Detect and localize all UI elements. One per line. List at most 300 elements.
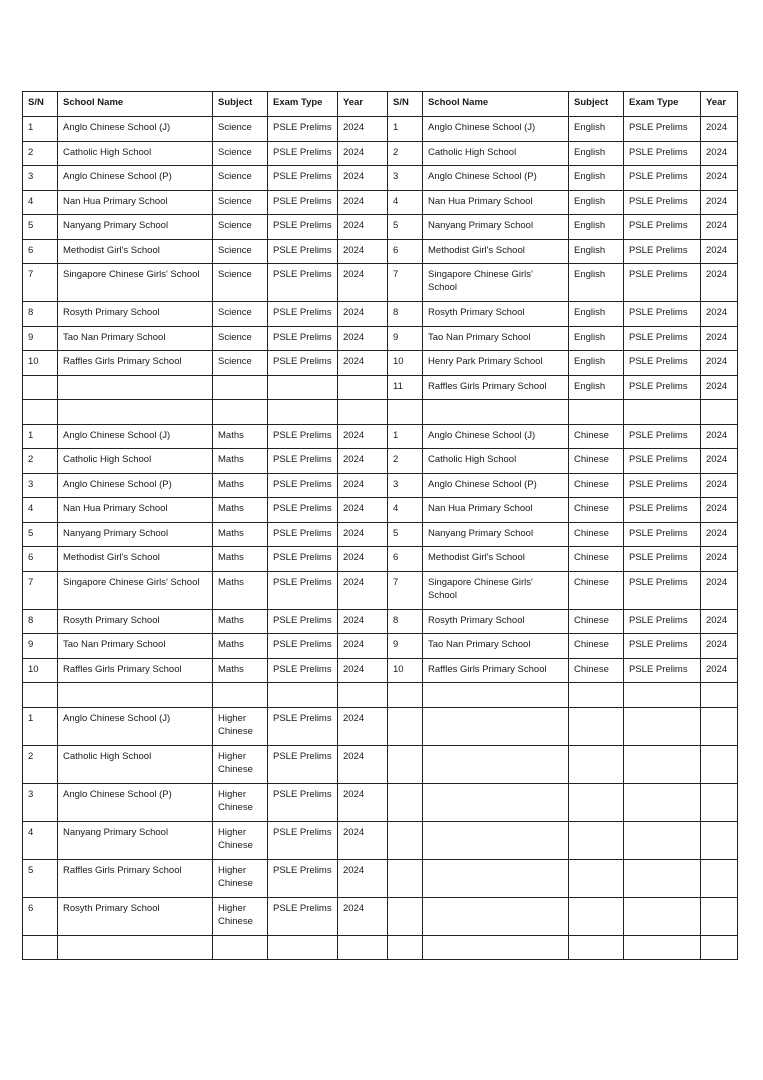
table-cell: 10 bbox=[23, 658, 58, 683]
table-cell: PSLE Prelims bbox=[624, 302, 701, 327]
table-cell: PSLE Prelims bbox=[268, 166, 338, 191]
column-header: School Name bbox=[58, 92, 213, 117]
table-cell: PSLE Prelims bbox=[624, 326, 701, 351]
table-cell: 8 bbox=[388, 609, 423, 634]
table-cell bbox=[58, 935, 213, 960]
table-cell: 2024 bbox=[338, 473, 388, 498]
table-row bbox=[23, 522, 738, 547]
table-cell: PSLE Prelims bbox=[624, 658, 701, 683]
table-cell: 4 bbox=[23, 190, 58, 215]
table-cell: PSLE Prelims bbox=[624, 609, 701, 634]
table-cell: Raffles Girls Primary School bbox=[423, 658, 569, 683]
table-cell: Raffles Girls Primary School bbox=[58, 658, 213, 683]
table-cell: 2024 bbox=[338, 424, 388, 449]
table-cell: English bbox=[569, 141, 624, 166]
table-cell: 2024 bbox=[338, 264, 388, 302]
table-cell bbox=[388, 745, 423, 783]
table-row bbox=[23, 859, 738, 897]
table-cell: 6 bbox=[23, 897, 58, 935]
table-cell: PSLE Prelims bbox=[268, 351, 338, 376]
table-cell: 3 bbox=[388, 473, 423, 498]
table-cell: 2 bbox=[23, 141, 58, 166]
table-cell bbox=[701, 783, 738, 821]
table-cell: Methodist Girl's School bbox=[58, 239, 213, 264]
table-cell: 2024 bbox=[338, 449, 388, 474]
table-row bbox=[23, 141, 738, 166]
table-cell: 8 bbox=[23, 609, 58, 634]
table-cell: Anglo Chinese School (J) bbox=[58, 424, 213, 449]
table-cell bbox=[423, 683, 569, 708]
table-cell: Maths bbox=[213, 634, 268, 659]
table-cell bbox=[388, 935, 423, 960]
table-cell: PSLE Prelims bbox=[624, 117, 701, 142]
column-header: Subject bbox=[213, 92, 268, 117]
table-cell: PSLE Prelims bbox=[624, 375, 701, 400]
table-cell: 2024 bbox=[338, 498, 388, 523]
table-cell bbox=[213, 400, 268, 425]
table-cell: 2024 bbox=[701, 302, 738, 327]
table-cell: 2024 bbox=[701, 609, 738, 634]
table-cell: Chinese bbox=[569, 424, 624, 449]
table-cell: PSLE Prelims bbox=[624, 522, 701, 547]
table-cell: 2024 bbox=[338, 547, 388, 572]
table-cell: PSLE Prelims bbox=[624, 215, 701, 240]
table-cell bbox=[213, 935, 268, 960]
table-cell bbox=[388, 897, 423, 935]
table-cell bbox=[624, 707, 701, 745]
table-cell: PSLE Prelims bbox=[268, 215, 338, 240]
table-cell: Science bbox=[213, 264, 268, 302]
table-cell: 2024 bbox=[338, 239, 388, 264]
table-cell: 9 bbox=[388, 326, 423, 351]
table-cell: 10 bbox=[388, 658, 423, 683]
column-header: Year bbox=[701, 92, 738, 117]
table-row bbox=[23, 571, 738, 609]
table-cell: Science bbox=[213, 141, 268, 166]
table-cell: Singapore Chinese Girls' School bbox=[58, 264, 213, 302]
table-cell bbox=[569, 821, 624, 859]
table-cell bbox=[569, 400, 624, 425]
table-cell: 2024 bbox=[338, 166, 388, 191]
table-body bbox=[23, 117, 738, 960]
table-cell: Nan Hua Primary School bbox=[58, 190, 213, 215]
table-cell bbox=[569, 683, 624, 708]
table-cell bbox=[569, 897, 624, 935]
table-cell bbox=[58, 683, 213, 708]
table-cell: Maths bbox=[213, 424, 268, 449]
table-cell: 2024 bbox=[701, 498, 738, 523]
table-cell: 7 bbox=[23, 571, 58, 609]
table-cell bbox=[23, 375, 58, 400]
table-cell bbox=[338, 683, 388, 708]
table-cell: PSLE Prelims bbox=[624, 498, 701, 523]
table-cell bbox=[388, 821, 423, 859]
table-cell: Anglo Chinese School (J) bbox=[423, 424, 569, 449]
table-cell: 2024 bbox=[338, 821, 388, 859]
table-cell: 2 bbox=[388, 141, 423, 166]
table-cell: Anglo Chinese School (P) bbox=[58, 473, 213, 498]
table-cell: 2024 bbox=[701, 473, 738, 498]
table-cell bbox=[388, 683, 423, 708]
table-cell: Rosyth Primary School bbox=[423, 302, 569, 327]
table-cell: 2024 bbox=[701, 326, 738, 351]
table-cell: Rosyth Primary School bbox=[58, 609, 213, 634]
table-cell bbox=[624, 683, 701, 708]
table-cell: Nanyang Primary School bbox=[423, 215, 569, 240]
table-cell: Tao Nan Primary School bbox=[423, 326, 569, 351]
table-cell: 1 bbox=[388, 117, 423, 142]
table-cell bbox=[388, 783, 423, 821]
table-cell: PSLE Prelims bbox=[268, 498, 338, 523]
table-cell bbox=[569, 859, 624, 897]
table-cell: Higher Chinese bbox=[213, 783, 268, 821]
table-cell: 2024 bbox=[701, 215, 738, 240]
table-cell: Anglo Chinese School (J) bbox=[58, 117, 213, 142]
table-cell: PSLE Prelims bbox=[624, 424, 701, 449]
table-row bbox=[23, 264, 738, 302]
table-cell: Rosyth Primary School bbox=[58, 302, 213, 327]
table-cell: Anglo Chinese School (P) bbox=[58, 783, 213, 821]
table-cell: PSLE Prelims bbox=[268, 707, 338, 745]
table-cell bbox=[701, 400, 738, 425]
table-cell: 5 bbox=[388, 522, 423, 547]
table-cell: Anglo Chinese School (P) bbox=[58, 166, 213, 191]
table-cell: PSLE Prelims bbox=[268, 302, 338, 327]
table-cell: 1 bbox=[388, 424, 423, 449]
table-cell: PSLE Prelims bbox=[268, 326, 338, 351]
table-cell: 2024 bbox=[338, 351, 388, 376]
table-cell: 2024 bbox=[701, 571, 738, 609]
table-cell: 3 bbox=[23, 783, 58, 821]
table-row bbox=[23, 302, 738, 327]
table-cell: Henry Park Primary School bbox=[423, 351, 569, 376]
table-cell: 2024 bbox=[338, 707, 388, 745]
table-cell: 9 bbox=[388, 634, 423, 659]
table-cell: 2024 bbox=[701, 117, 738, 142]
table-cell: 2024 bbox=[338, 190, 388, 215]
table-cell: Rosyth Primary School bbox=[423, 609, 569, 634]
table-row bbox=[23, 658, 738, 683]
table-cell: PSLE Prelims bbox=[268, 473, 338, 498]
table-cell: 2024 bbox=[701, 239, 738, 264]
table-row bbox=[23, 707, 738, 745]
table-cell: Nan Hua Primary School bbox=[423, 190, 569, 215]
table-cell: English bbox=[569, 326, 624, 351]
table-row bbox=[23, 449, 738, 474]
table-cell bbox=[624, 897, 701, 935]
table-cell: 7 bbox=[23, 264, 58, 302]
table-cell: Science bbox=[213, 326, 268, 351]
table-cell: PSLE Prelims bbox=[268, 547, 338, 572]
table-cell: 2024 bbox=[338, 571, 388, 609]
table-row bbox=[23, 117, 738, 142]
table-cell: Science bbox=[213, 190, 268, 215]
table-cell: English bbox=[569, 302, 624, 327]
table-cell: Nan Hua Primary School bbox=[58, 498, 213, 523]
table-row bbox=[23, 935, 738, 960]
table-cell: Raffles Girls Primary School bbox=[423, 375, 569, 400]
table-cell: Tao Nan Primary School bbox=[423, 634, 569, 659]
table-cell: PSLE Prelims bbox=[624, 239, 701, 264]
table-cell bbox=[624, 745, 701, 783]
table-row bbox=[23, 547, 738, 572]
table-cell bbox=[624, 783, 701, 821]
table-row bbox=[23, 683, 738, 708]
table-cell: Science bbox=[213, 239, 268, 264]
table-cell: 9 bbox=[23, 326, 58, 351]
table-cell: 2024 bbox=[338, 117, 388, 142]
table-cell bbox=[338, 400, 388, 425]
column-header: Exam Type bbox=[268, 92, 338, 117]
table-cell bbox=[423, 821, 569, 859]
table-cell bbox=[423, 859, 569, 897]
table-cell: PSLE Prelims bbox=[624, 351, 701, 376]
table-cell: Raffles Girls Primary School bbox=[58, 351, 213, 376]
table-cell: Methodist Girl's School bbox=[58, 547, 213, 572]
exam-results-table bbox=[22, 91, 738, 960]
table-cell: 5 bbox=[388, 215, 423, 240]
table-cell: Science bbox=[213, 215, 268, 240]
table-row bbox=[23, 424, 738, 449]
table-cell: 5 bbox=[23, 522, 58, 547]
table-cell: 2024 bbox=[701, 375, 738, 400]
table-cell: 6 bbox=[388, 239, 423, 264]
table-row bbox=[23, 473, 738, 498]
table-cell bbox=[388, 707, 423, 745]
table-cell: PSLE Prelims bbox=[268, 609, 338, 634]
table-cell: PSLE Prelims bbox=[624, 141, 701, 166]
table-cell bbox=[423, 745, 569, 783]
table-cell bbox=[23, 400, 58, 425]
table-cell bbox=[423, 707, 569, 745]
table-cell bbox=[213, 375, 268, 400]
table-cell bbox=[569, 745, 624, 783]
table-cell: PSLE Prelims bbox=[268, 449, 338, 474]
table-cell: Tao Nan Primary School bbox=[58, 634, 213, 659]
table-cell: Maths bbox=[213, 609, 268, 634]
table-cell: Catholic High School bbox=[58, 745, 213, 783]
table-cell: PSLE Prelims bbox=[624, 190, 701, 215]
table-cell bbox=[701, 683, 738, 708]
table-cell: PSLE Prelims bbox=[268, 190, 338, 215]
table-cell bbox=[569, 783, 624, 821]
table-cell bbox=[338, 375, 388, 400]
column-header: Subject bbox=[569, 92, 624, 117]
table-cell: 2024 bbox=[338, 745, 388, 783]
table-cell bbox=[701, 859, 738, 897]
table-cell bbox=[58, 400, 213, 425]
table-cell: 6 bbox=[23, 239, 58, 264]
table-cell: English bbox=[569, 375, 624, 400]
table-cell: Maths bbox=[213, 522, 268, 547]
table-cell: 11 bbox=[388, 375, 423, 400]
table-cell: 2024 bbox=[701, 190, 738, 215]
table-cell: 2024 bbox=[338, 897, 388, 935]
table-cell: 10 bbox=[388, 351, 423, 376]
table-cell: 2024 bbox=[338, 609, 388, 634]
table-cell: 2024 bbox=[338, 658, 388, 683]
table-cell: Chinese bbox=[569, 634, 624, 659]
table-cell: 5 bbox=[23, 215, 58, 240]
table-cell: Anglo Chinese School (P) bbox=[423, 473, 569, 498]
table-row bbox=[23, 745, 738, 783]
table-cell: 3 bbox=[23, 166, 58, 191]
table-cell: Methodist Girl's School bbox=[423, 547, 569, 572]
table-row bbox=[23, 239, 738, 264]
table-cell: PSLE Prelims bbox=[268, 117, 338, 142]
column-header: S/N bbox=[388, 92, 423, 117]
table-cell: 4 bbox=[23, 821, 58, 859]
table-cell: Chinese bbox=[569, 498, 624, 523]
table-cell: Singapore Chinese Girls' School bbox=[423, 571, 569, 609]
table-cell: PSLE Prelims bbox=[268, 264, 338, 302]
table-cell bbox=[701, 745, 738, 783]
table-cell: Chinese bbox=[569, 449, 624, 474]
table-cell: Anglo Chinese School (J) bbox=[423, 117, 569, 142]
table-row bbox=[23, 897, 738, 935]
table-cell: Nan Hua Primary School bbox=[423, 498, 569, 523]
table-cell: Rosyth Primary School bbox=[58, 897, 213, 935]
table-cell: 2 bbox=[23, 449, 58, 474]
table-cell bbox=[569, 935, 624, 960]
table-cell: PSLE Prelims bbox=[268, 424, 338, 449]
table-cell bbox=[701, 935, 738, 960]
table-cell bbox=[701, 897, 738, 935]
table-cell: 2024 bbox=[701, 264, 738, 302]
table-cell: PSLE Prelims bbox=[268, 859, 338, 897]
table-cell: 2024 bbox=[701, 449, 738, 474]
column-header: Year bbox=[338, 92, 388, 117]
table-cell: Chinese bbox=[569, 658, 624, 683]
table-cell: 2 bbox=[23, 745, 58, 783]
table-cell bbox=[423, 935, 569, 960]
table-cell bbox=[338, 935, 388, 960]
table-cell: PSLE Prelims bbox=[268, 658, 338, 683]
table-cell: Tao Nan Primary School bbox=[58, 326, 213, 351]
table-cell: 6 bbox=[23, 547, 58, 572]
table-cell bbox=[268, 375, 338, 400]
table-cell: 4 bbox=[23, 498, 58, 523]
table-row bbox=[23, 609, 738, 634]
table-cell bbox=[701, 707, 738, 745]
table-cell: PSLE Prelims bbox=[268, 745, 338, 783]
table-cell: Singapore Chinese Girls' School bbox=[58, 571, 213, 609]
table-cell: Higher Chinese bbox=[213, 821, 268, 859]
table-cell: 4 bbox=[388, 190, 423, 215]
table-cell: 10 bbox=[23, 351, 58, 376]
table-cell: 2024 bbox=[338, 215, 388, 240]
table-cell: 2024 bbox=[701, 424, 738, 449]
table-head bbox=[23, 92, 738, 117]
table-cell bbox=[701, 821, 738, 859]
table-cell bbox=[423, 897, 569, 935]
table-cell bbox=[268, 935, 338, 960]
table-cell: PSLE Prelims bbox=[268, 571, 338, 609]
table-cell: Anglo Chinese School (J) bbox=[58, 707, 213, 745]
table-row bbox=[23, 498, 738, 523]
table-cell: 2024 bbox=[701, 547, 738, 572]
table-row bbox=[23, 190, 738, 215]
table-cell: 2024 bbox=[701, 522, 738, 547]
table-cell: Chinese bbox=[569, 547, 624, 572]
table-cell: Nanyang Primary School bbox=[58, 215, 213, 240]
table-cell: Maths bbox=[213, 658, 268, 683]
table-cell: 4 bbox=[388, 498, 423, 523]
table-cell: Higher Chinese bbox=[213, 707, 268, 745]
table-cell: 2024 bbox=[338, 522, 388, 547]
table-cell: Nanyang Primary School bbox=[58, 821, 213, 859]
table-cell: 2024 bbox=[338, 859, 388, 897]
table-cell bbox=[423, 783, 569, 821]
table-row bbox=[23, 326, 738, 351]
table-row bbox=[23, 351, 738, 376]
table-cell: Higher Chinese bbox=[213, 897, 268, 935]
table-cell: 2024 bbox=[701, 634, 738, 659]
table-cell: 2024 bbox=[701, 141, 738, 166]
table-cell: Chinese bbox=[569, 609, 624, 634]
table-cell: PSLE Prelims bbox=[268, 821, 338, 859]
table-cell bbox=[268, 683, 338, 708]
table-cell: Higher Chinese bbox=[213, 859, 268, 897]
table-cell: 1 bbox=[23, 707, 58, 745]
table-cell bbox=[624, 935, 701, 960]
table-cell: 2024 bbox=[338, 326, 388, 351]
table-cell: 8 bbox=[388, 302, 423, 327]
table-cell bbox=[23, 935, 58, 960]
column-header: S/N bbox=[23, 92, 58, 117]
table-cell: 2024 bbox=[338, 141, 388, 166]
table-cell: PSLE Prelims bbox=[268, 141, 338, 166]
table-cell: English bbox=[569, 117, 624, 142]
table-cell: Maths bbox=[213, 547, 268, 572]
table-cell bbox=[624, 400, 701, 425]
table-cell bbox=[569, 707, 624, 745]
table-row bbox=[23, 821, 738, 859]
table-cell: 1 bbox=[23, 117, 58, 142]
table-cell: PSLE Prelims bbox=[268, 634, 338, 659]
table-cell: English bbox=[569, 190, 624, 215]
table-row bbox=[23, 375, 738, 400]
table-cell bbox=[388, 859, 423, 897]
table-cell: Chinese bbox=[569, 522, 624, 547]
table-cell: Maths bbox=[213, 571, 268, 609]
table-row bbox=[23, 166, 738, 191]
table-row bbox=[23, 400, 738, 425]
table-cell: 8 bbox=[23, 302, 58, 327]
table-cell: Methodist Girl's School bbox=[423, 239, 569, 264]
table-cell bbox=[624, 821, 701, 859]
table-cell bbox=[423, 400, 569, 425]
table-cell: Maths bbox=[213, 449, 268, 474]
column-header: Exam Type bbox=[624, 92, 701, 117]
table-cell: 7 bbox=[388, 264, 423, 302]
table-cell: English bbox=[569, 166, 624, 191]
table-cell: Science bbox=[213, 351, 268, 376]
table-cell: English bbox=[569, 215, 624, 240]
column-header: School Name bbox=[423, 92, 569, 117]
table-cell: 1 bbox=[23, 424, 58, 449]
table-cell: Catholic High School bbox=[423, 141, 569, 166]
table-cell: Nanyang Primary School bbox=[58, 522, 213, 547]
table-cell: 5 bbox=[23, 859, 58, 897]
table-cell: 2024 bbox=[338, 783, 388, 821]
table-cell: PSLE Prelims bbox=[268, 522, 338, 547]
table-cell: Science bbox=[213, 166, 268, 191]
table-cell: 2 bbox=[388, 449, 423, 474]
table-cell bbox=[58, 375, 213, 400]
table-cell: PSLE Prelims bbox=[624, 634, 701, 659]
table-cell: PSLE Prelims bbox=[624, 473, 701, 498]
